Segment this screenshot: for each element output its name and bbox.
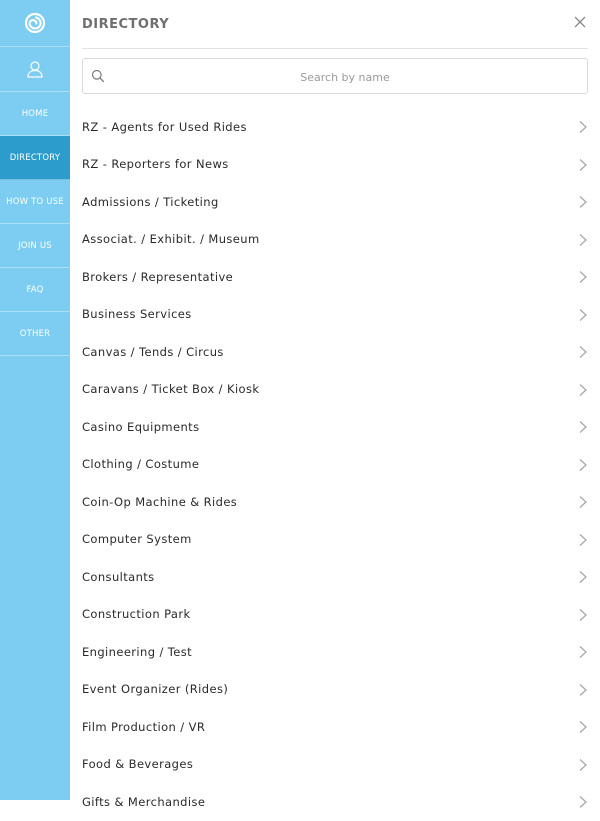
list-item-label: Computer System <box>82 532 192 547</box>
page-title: DIRECTORY <box>82 17 170 32</box>
list-item[interactable] <box>82 183 588 221</box>
chevron-right-icon <box>578 608 588 622</box>
list-item-label: Brokers / Representative <box>82 269 234 284</box>
list-item-label: Clothing / Costume <box>82 457 200 472</box>
chevron-right-icon <box>578 758 588 772</box>
list-item[interactable] <box>82 558 588 596</box>
chevron-right-icon <box>578 420 588 434</box>
list-item-label: Casino Equipments <box>82 419 200 434</box>
close-icon <box>572 14 588 30</box>
sidebar-item-directory[interactable]: DIRECTORY <box>0 136 70 180</box>
list-item[interactable] <box>82 521 588 559</box>
close-button[interactable] <box>572 14 588 30</box>
list-item[interactable] <box>82 408 588 446</box>
list-item-label: Event Organizer (Rides) <box>82 682 229 697</box>
list-item-label: Admissions / Ticketing <box>82 194 219 209</box>
sidebar-item-join-us[interactable]: JOIN US <box>0 224 70 268</box>
chevron-right-icon <box>578 308 588 322</box>
list-item[interactable] <box>82 746 588 784</box>
directory-list <box>82 108 588 821</box>
app-logo[interactable] <box>0 0 70 47</box>
chevron-right-icon <box>578 495 588 509</box>
list-item[interactable] <box>82 671 588 709</box>
chevron-right-icon <box>578 458 588 472</box>
list-item-label: Construction Park <box>82 607 191 622</box>
search-icon <box>91 69 105 83</box>
list-item[interactable] <box>82 146 588 184</box>
chevron-right-icon <box>578 120 588 134</box>
list-item-label: Gifts & Merchandise <box>82 794 206 809</box>
chevron-right-icon <box>578 645 588 659</box>
list-item[interactable] <box>82 783 588 821</box>
chevron-right-icon <box>578 533 588 547</box>
list-item[interactable] <box>82 483 588 521</box>
profile-button[interactable] <box>0 47 70 92</box>
list-item[interactable] <box>82 296 588 334</box>
search-input[interactable] <box>113 59 577 95</box>
list-item-label: RZ - Agents for Used Rides <box>82 119 247 134</box>
sidebar-item-other[interactable]: OTHER <box>0 312 70 356</box>
sidebar-nav <box>0 92 70 356</box>
swirl-logo-icon <box>24 12 46 34</box>
chevron-right-icon <box>578 345 588 359</box>
user-icon <box>26 60 44 78</box>
sidebar-item-home[interactable]: HOME <box>0 92 70 136</box>
chevron-right-icon <box>578 158 588 172</box>
list-item[interactable] <box>82 446 588 484</box>
list-item[interactable] <box>82 633 588 671</box>
list-item[interactable] <box>82 258 588 296</box>
chevron-right-icon <box>578 195 588 209</box>
list-item[interactable] <box>82 333 588 371</box>
page-header <box>82 0 588 49</box>
list-item-label: Consultants <box>82 569 155 584</box>
main-panel <box>70 0 600 809</box>
list-item-label: Business Services <box>82 307 192 322</box>
chevron-right-icon <box>578 570 588 584</box>
list-item-label: Film Production / VR <box>82 719 206 734</box>
list-item-label: Food & Beverages <box>82 757 194 772</box>
list-item[interactable] <box>82 108 588 146</box>
list-item-label: Associat. / Exhibit. / Museum <box>82 232 260 247</box>
list-item-label: Caravans / Ticket Box / Kiosk <box>82 382 260 397</box>
chevron-right-icon <box>578 720 588 734</box>
list-item-label: Coin-Op Machine & Rides <box>82 494 238 509</box>
chevron-right-icon <box>578 270 588 284</box>
list-item[interactable] <box>82 371 588 409</box>
sidebar-item-how-to-use[interactable]: HOW TO USE <box>0 180 70 224</box>
chevron-right-icon <box>578 795 588 809</box>
chevron-right-icon <box>578 383 588 397</box>
chevron-right-icon <box>578 683 588 697</box>
list-item[interactable] <box>82 596 588 634</box>
sidebar-item-faq[interactable]: FAQ <box>0 268 70 312</box>
list-item-label: Engineering / Test <box>82 644 193 659</box>
list-item-label: Canvas / Tends / Circus <box>82 344 224 359</box>
sidebar <box>0 0 70 800</box>
list-item-label: RZ - Reporters for News <box>82 157 229 172</box>
list-item[interactable] <box>82 221 588 259</box>
chevron-right-icon <box>578 233 588 247</box>
list-item[interactable] <box>82 708 588 746</box>
search-box <box>82 58 588 94</box>
